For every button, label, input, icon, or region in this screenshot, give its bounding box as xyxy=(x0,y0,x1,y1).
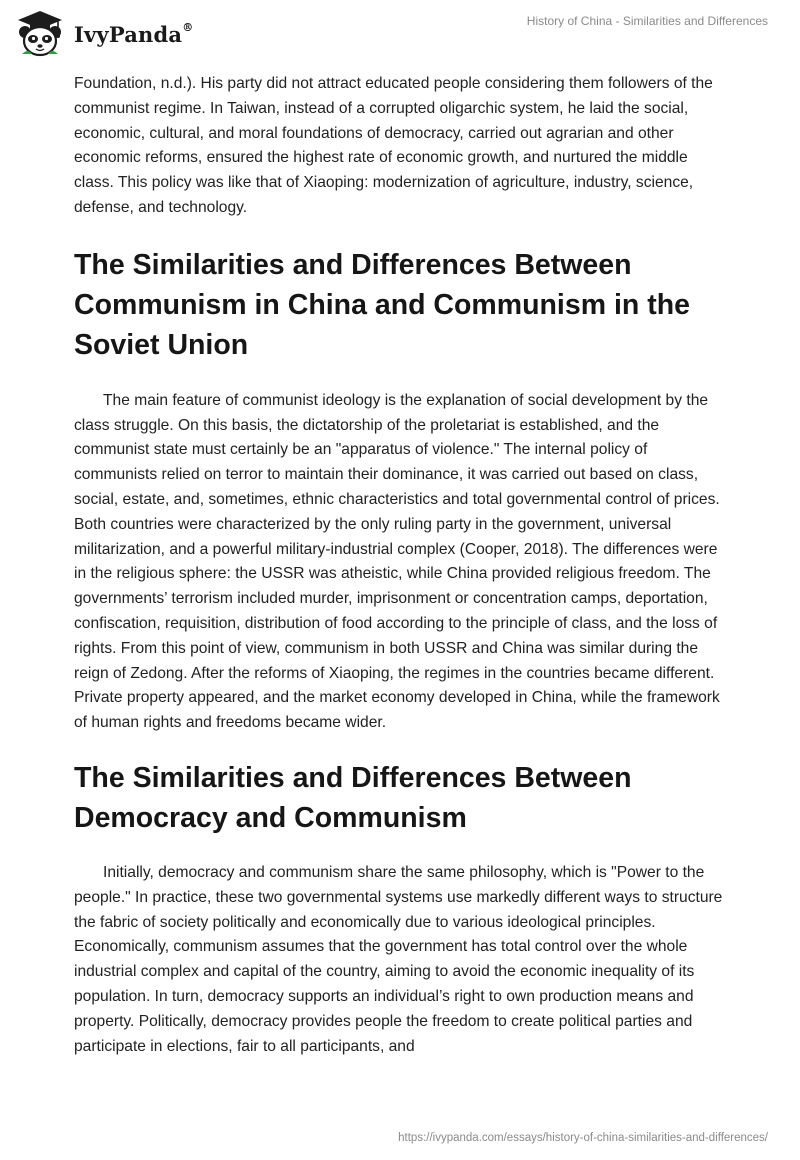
page-header xyxy=(0,0,800,66)
section-heading-china-vs-soviet: The Similarities and Differences Between Communism in China and Communism in the Soviet Union xyxy=(74,248,690,361)
essay-body xyxy=(74,72,729,1059)
document-title: History of China - Similarities and Differences xyxy=(526,14,768,28)
logo-wordmark: IvyPanda® xyxy=(74,20,194,47)
site-logo[interactable] xyxy=(14,8,193,60)
paragraph-continuation: Foundation, n.d.). His party did not attract educated people considering them followers of the communist regime. In Taiwan, instead of a corrupted oligarchic system, he laid the social, economic, cultural, and moral foundations of democracy, carried out agrarian and other economic reforms, ensured the highest rate of economic growth, and nurtured the middle class. This policy was like that of Xiaoping: modernization of agriculture, industry, science, defense, and technology. xyxy=(74,75,713,216)
section-heading-democracy-vs-communism: The Similarities and Differences Between Democracy and Communism xyxy=(74,761,632,834)
source-url[interactable]: https://ivypanda.com/essays/history-of-china-similarities-and-differences/ xyxy=(398,1132,768,1144)
paragraph-democracy-vs-communism: Initially, democracy and communism share the same philosophy, which is "Power to the people." In practice, these two governmental systems use markedly different ways to structure the fabric of society politically and economically due to various ideological principles. Economically, communism assumes that the government has total control over the whole industrial complex and capital of the country, aiming to avoid the economic inequality of its population. In turn, democracy supports an individual’s right to own production means and property. Politically, democracy provides people the freedom to create political parties and participate in elections, fair to all participants, and xyxy=(74,863,723,1055)
panda-logo-icon xyxy=(14,8,66,60)
paragraph-china-vs-soviet: The main feature of communist ideology is the explanation of social development by the class struggle. On this basis, the dictatorship of the proletariat is established, and the communist state must certainly be an "apparatus of violence." The internal policy of communists relied on terror to maintain their dominance, it was carried out based on class, social, estate, and, sometimes, ethnic characteristics and total governmental control of prices. Both countries were characterized by the only ruling party in the government, universal militarization, and a powerful military-industrial complex (Cooper, 2018). The differences were in the religious sphere: the USSR was atheistic, while China provided religious freedom. The governments’ terrorism included murder, imprisonment or concentration camps, deportation, confiscation, requisition, distribution of food according to the principle of class, and the loss of rights. From this point of view, communism in both USSR and China was similar during the reign of Zedong. After the reforms of Xiaoping, the regimes in the countries became different. Private property appeared, and the market economy developed in China, while the framework of human rights and freedoms became wider. xyxy=(74,391,720,732)
